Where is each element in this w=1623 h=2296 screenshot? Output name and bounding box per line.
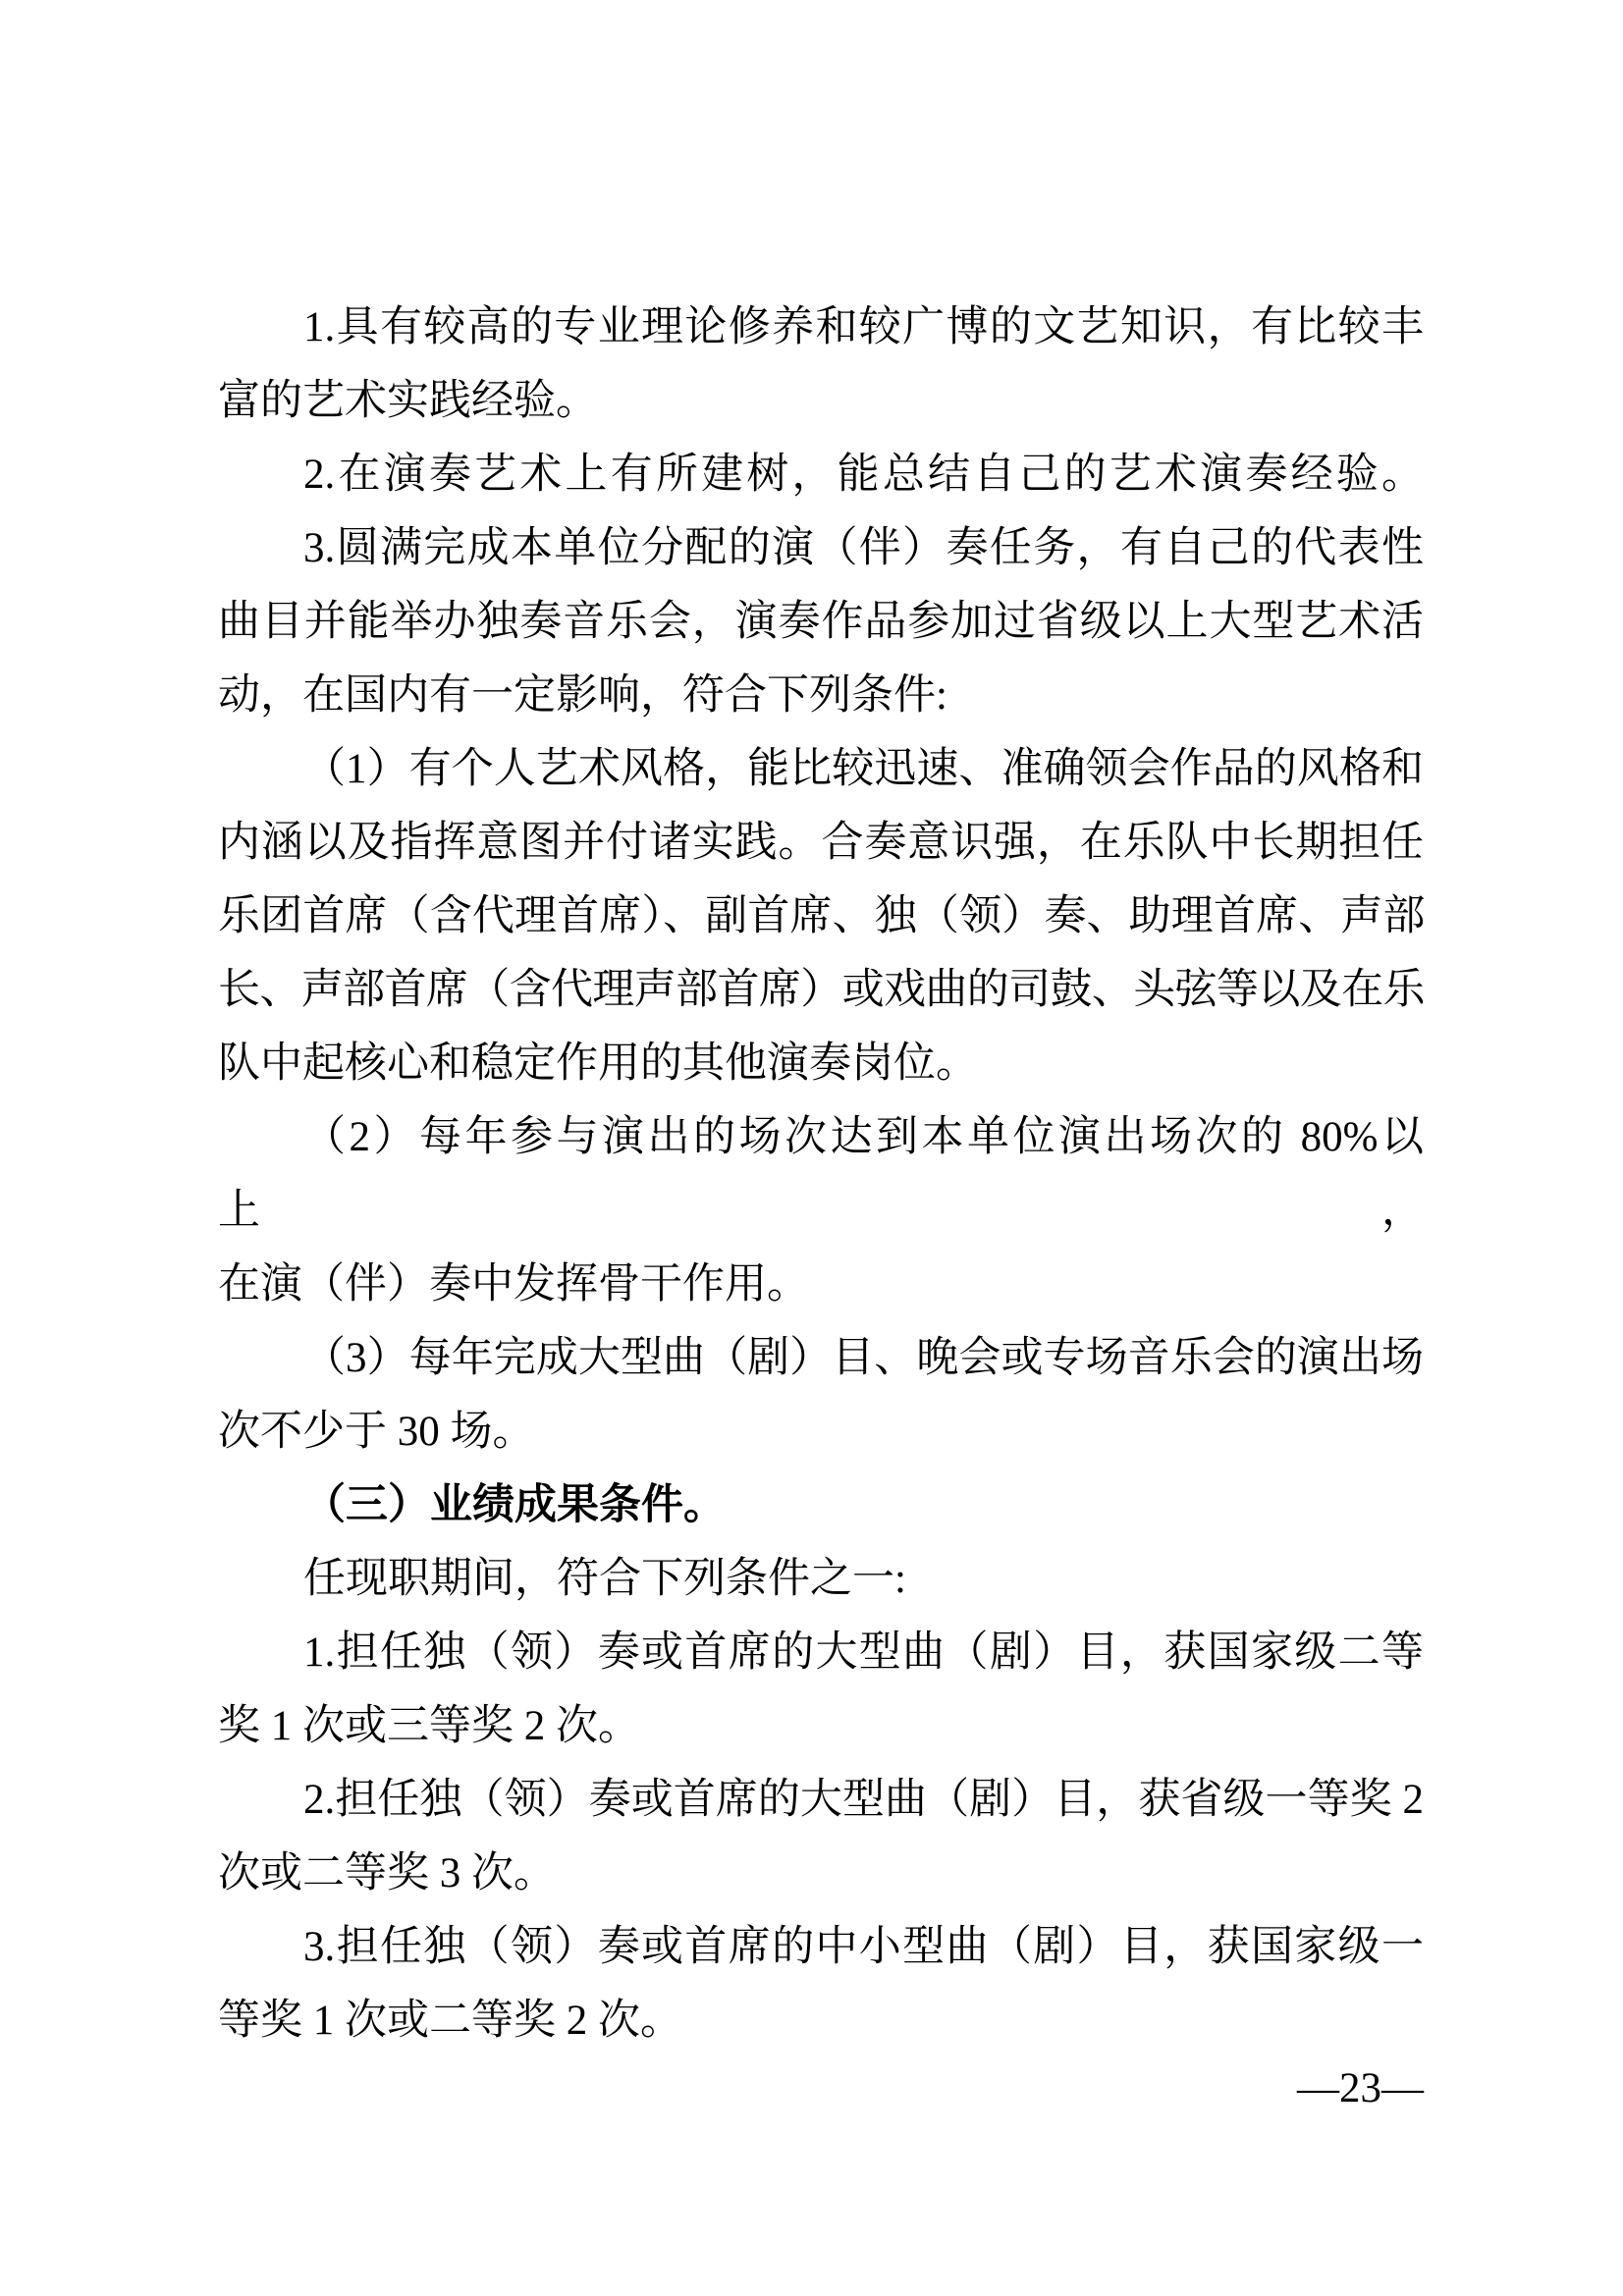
text-line: 3.担任独（领）奏或首席的中小型曲（剧）目，获国家级一 <box>303 1924 1424 1970</box>
text-line: （2）每年参与演出的场次达到本单位演出场次的 80%以上， <box>218 1114 1424 1234</box>
text-line: 动，在国内有一定影响，符合下列条件: <box>218 672 947 719</box>
text-line: 次或二等奖 3 次。 <box>218 1850 556 1896</box>
text-line: 2.在演奏艺术上有所建树，能总结自己的艺术演奏经验。 <box>303 452 1424 498</box>
text-line: 1.具有较高的专业理论修养和较广博的文艺知识，有比较丰 <box>303 304 1424 350</box>
text-line: 3.圆满完成本单位分配的演（伴）奏任务，有自己的代表性 <box>303 525 1424 571</box>
text-line: 1.担任独（领）奏或首席的大型曲（剧）目，获国家级二等 <box>303 1629 1424 1676</box>
text-line: 队中起核心和稳定作用的其他演奏岗位。 <box>218 1041 978 1087</box>
text-line: 长、声部首席（含代理声部首席）或戏曲的司鼓、头弦等以及在乐 <box>218 967 1424 1013</box>
text-line: 次不少于 30 场。 <box>218 1409 535 1455</box>
page-number: —23— <box>1297 2065 1424 2111</box>
text-line: 富的艺术实践经验。 <box>218 378 598 424</box>
text-line: 乐团首席（含代理首席）、副首席、独（领）奏、助理首席、声部 <box>218 893 1424 939</box>
text-line: （1）有个人艺术风格，能比较迅速、准确领会作品的风格和 <box>303 746 1424 792</box>
document-body <box>218 291 1424 2057</box>
text-line: 2.担任独（领）奏或首席的大型曲（剧）目，获省级一等奖 2 <box>303 1777 1424 1823</box>
text-line: （3）每年完成大型曲（剧）目、晚会或专场音乐会的演出场 <box>303 1335 1424 1381</box>
text-line: 内涵以及指挥意图并付诸实践。合奏意识强，在乐队中长期担任 <box>218 820 1424 866</box>
text-line: 曲目并能举办独奏音乐会，演奏作品参加过省级以上大型艺术活 <box>218 599 1424 645</box>
text-line: 等奖 1 次或二等奖 2 次。 <box>218 1998 682 2044</box>
text-line: 在演（伴）奏中发挥骨干作用。 <box>218 1261 809 1308</box>
text-line: 任现职期间，符合下列条件之一: <box>303 1556 906 1602</box>
section-heading: （三）业绩成果条件。 <box>303 1482 726 1528</box>
text-line: 奖 1 次或三等奖 2 次。 <box>218 1703 640 1749</box>
